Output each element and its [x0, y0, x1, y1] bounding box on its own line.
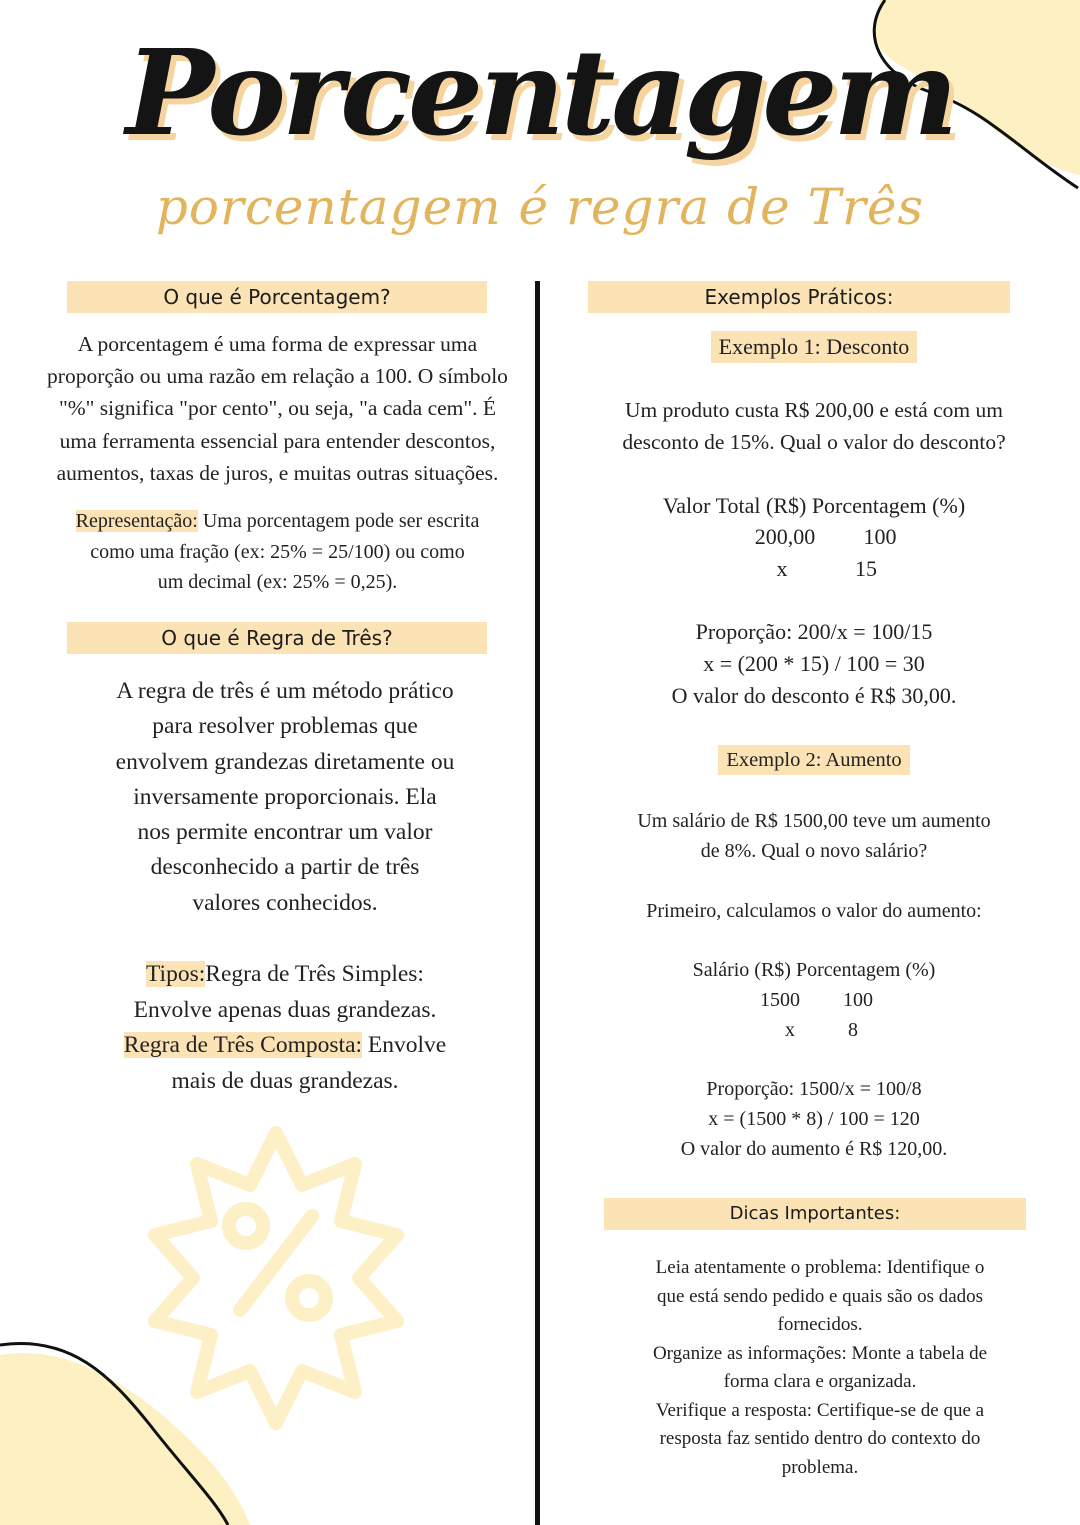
- example2-cell: 1500: [760, 989, 800, 1011]
- example1-problem: [588, 394, 1040, 458]
- example2-intro: Primeiro, calculamos o valor do aumento:: [646, 900, 982, 922]
- definition-line: valores conhecidos.: [192, 889, 378, 916]
- example2-solution: [588, 1074, 1040, 1164]
- section-heading-regra-de-tres: O que é Regra de Três?: [67, 622, 487, 654]
- definition-line: A regra de três é um método prático: [116, 678, 454, 704]
- solution-line: O valor do aumento é R$ 120,00.: [680, 1138, 948, 1160]
- page-title: Porcentagem: [125, 23, 955, 162]
- compound-text: mais de duas grandezas.: [171, 1067, 399, 1094]
- types-text: Envolve apenas duas grandezas.: [133, 996, 437, 1023]
- definition-line: A porcentagem é uma forma de expressar uma: [77, 332, 478, 356]
- tip-line: que está sendo pedido e quais são os dados: [656, 1285, 984, 1307]
- representation-block: [20, 506, 535, 598]
- solution-line: x = (1500 * 8) / 100 = 120: [708, 1108, 920, 1130]
- compound-label: Regra de Três Composta:: [123, 1032, 363, 1058]
- example2-cell: x: [785, 1019, 795, 1041]
- types-label: Tipos:: [146, 961, 206, 987]
- example1-cell: 100: [863, 524, 897, 549]
- tip-line: forma clara e organizada.: [723, 1371, 917, 1392]
- tip-line: problema.: [781, 1456, 859, 1478]
- definition-line: nos permite encontrar um valor: [137, 819, 433, 846]
- problem-line: Um produto custa R$ 200,00 e está com um: [625, 398, 1003, 422]
- tip-line: Organize as informações: Monte a tabela de: [652, 1342, 988, 1364]
- definition-line: inversamente proporcionais. Ela: [133, 783, 437, 810]
- section-heading-dicas: Dicas Importantes:: [604, 1198, 1026, 1230]
- porcentagem-definition: [20, 328, 535, 489]
- regra-de-tres-definition: [20, 674, 550, 921]
- representation-label: Representação:: [75, 510, 198, 532]
- definition-line: "%" significa "por cento", ou seja, "a cada cem". É: [58, 396, 497, 421]
- example2-cell: 8: [848, 1019, 858, 1041]
- example2-label: Exemplo 2: Aumento: [718, 745, 909, 775]
- example1-label-wrap: [588, 331, 1040, 363]
- example2-label-wrap: [588, 745, 1040, 775]
- representation-text: como uma fração (ex: 25% = 25/100) ou como: [90, 540, 465, 563]
- definition-line: aumentos, taxas de juros, e muitas outras situações.: [56, 460, 499, 485]
- example1-solution: [588, 616, 1040, 712]
- definition-line: proporção ou uma razão em relação a 100. O símbolo: [47, 364, 508, 389]
- types-block: [20, 957, 550, 1099]
- solution-line: Proporção: 1500/x = 100/8: [706, 1078, 922, 1100]
- example1-cell: 15: [855, 556, 877, 581]
- tip-line: resposta faz sentido dentro do contexto do: [659, 1428, 981, 1449]
- solution-line: Proporção: 200/x = 100/15: [695, 619, 933, 644]
- tip-line: Verifique a resposta: Certifique-se de que a: [655, 1399, 985, 1421]
- definition-line: para resolver problemas que: [152, 713, 418, 740]
- page-subtitle: porcentagem é regra de Três: [155, 178, 925, 236]
- definition-line: uma ferramenta essencial para entender descontos,: [59, 428, 496, 453]
- solution-line: O valor do desconto é R$ 30,00.: [671, 683, 957, 708]
- tip-line: Leia atentamente o problema: Identifique o: [655, 1257, 985, 1278]
- section-heading-porcentagem: O que é Porcentagem?: [67, 281, 487, 313]
- example1-cell: x: [776, 556, 788, 581]
- tips-list: [590, 1254, 1050, 1482]
- example2-problem: [588, 806, 1040, 866]
- example1-cell: 200,00: [754, 524, 816, 549]
- example2-cell: 100: [843, 989, 873, 1011]
- example1-label: Exemplo 1: Desconto: [711, 331, 918, 363]
- problem-line: Um salário de R$ 1500,00 teve um aumento: [637, 810, 991, 832]
- example1-table-header: Valor Total (R$) Porcentagem (%): [662, 493, 966, 518]
- problem-line: de 8%. Qual o novo salário?: [700, 840, 928, 862]
- representation-text: Uma porcentagem pode ser escrita: [202, 510, 480, 532]
- types-text: Regra de Três Simples:: [205, 961, 424, 987]
- solution-line: x = (200 * 15) / 100 = 30: [703, 651, 925, 676]
- example2-table-header: Salário (R$) Porcentagem (%): [692, 959, 936, 981]
- compound-text: Envolve: [362, 1032, 447, 1058]
- percent-badge-icon: [155, 1133, 397, 1423]
- problem-line: desconto de 15%. Qual o valor do desconto?: [622, 430, 1006, 454]
- definition-line: desconhecido a partir de três: [150, 854, 420, 881]
- section-heading-exemplos: Exemplos Práticos:: [588, 281, 1010, 313]
- definition-line: envolvem grandezas diretamente ou: [115, 748, 455, 775]
- tip-line: fornecidos.: [777, 1314, 863, 1335]
- representation-text: um decimal (ex: 25% = 0,25).: [157, 571, 398, 593]
